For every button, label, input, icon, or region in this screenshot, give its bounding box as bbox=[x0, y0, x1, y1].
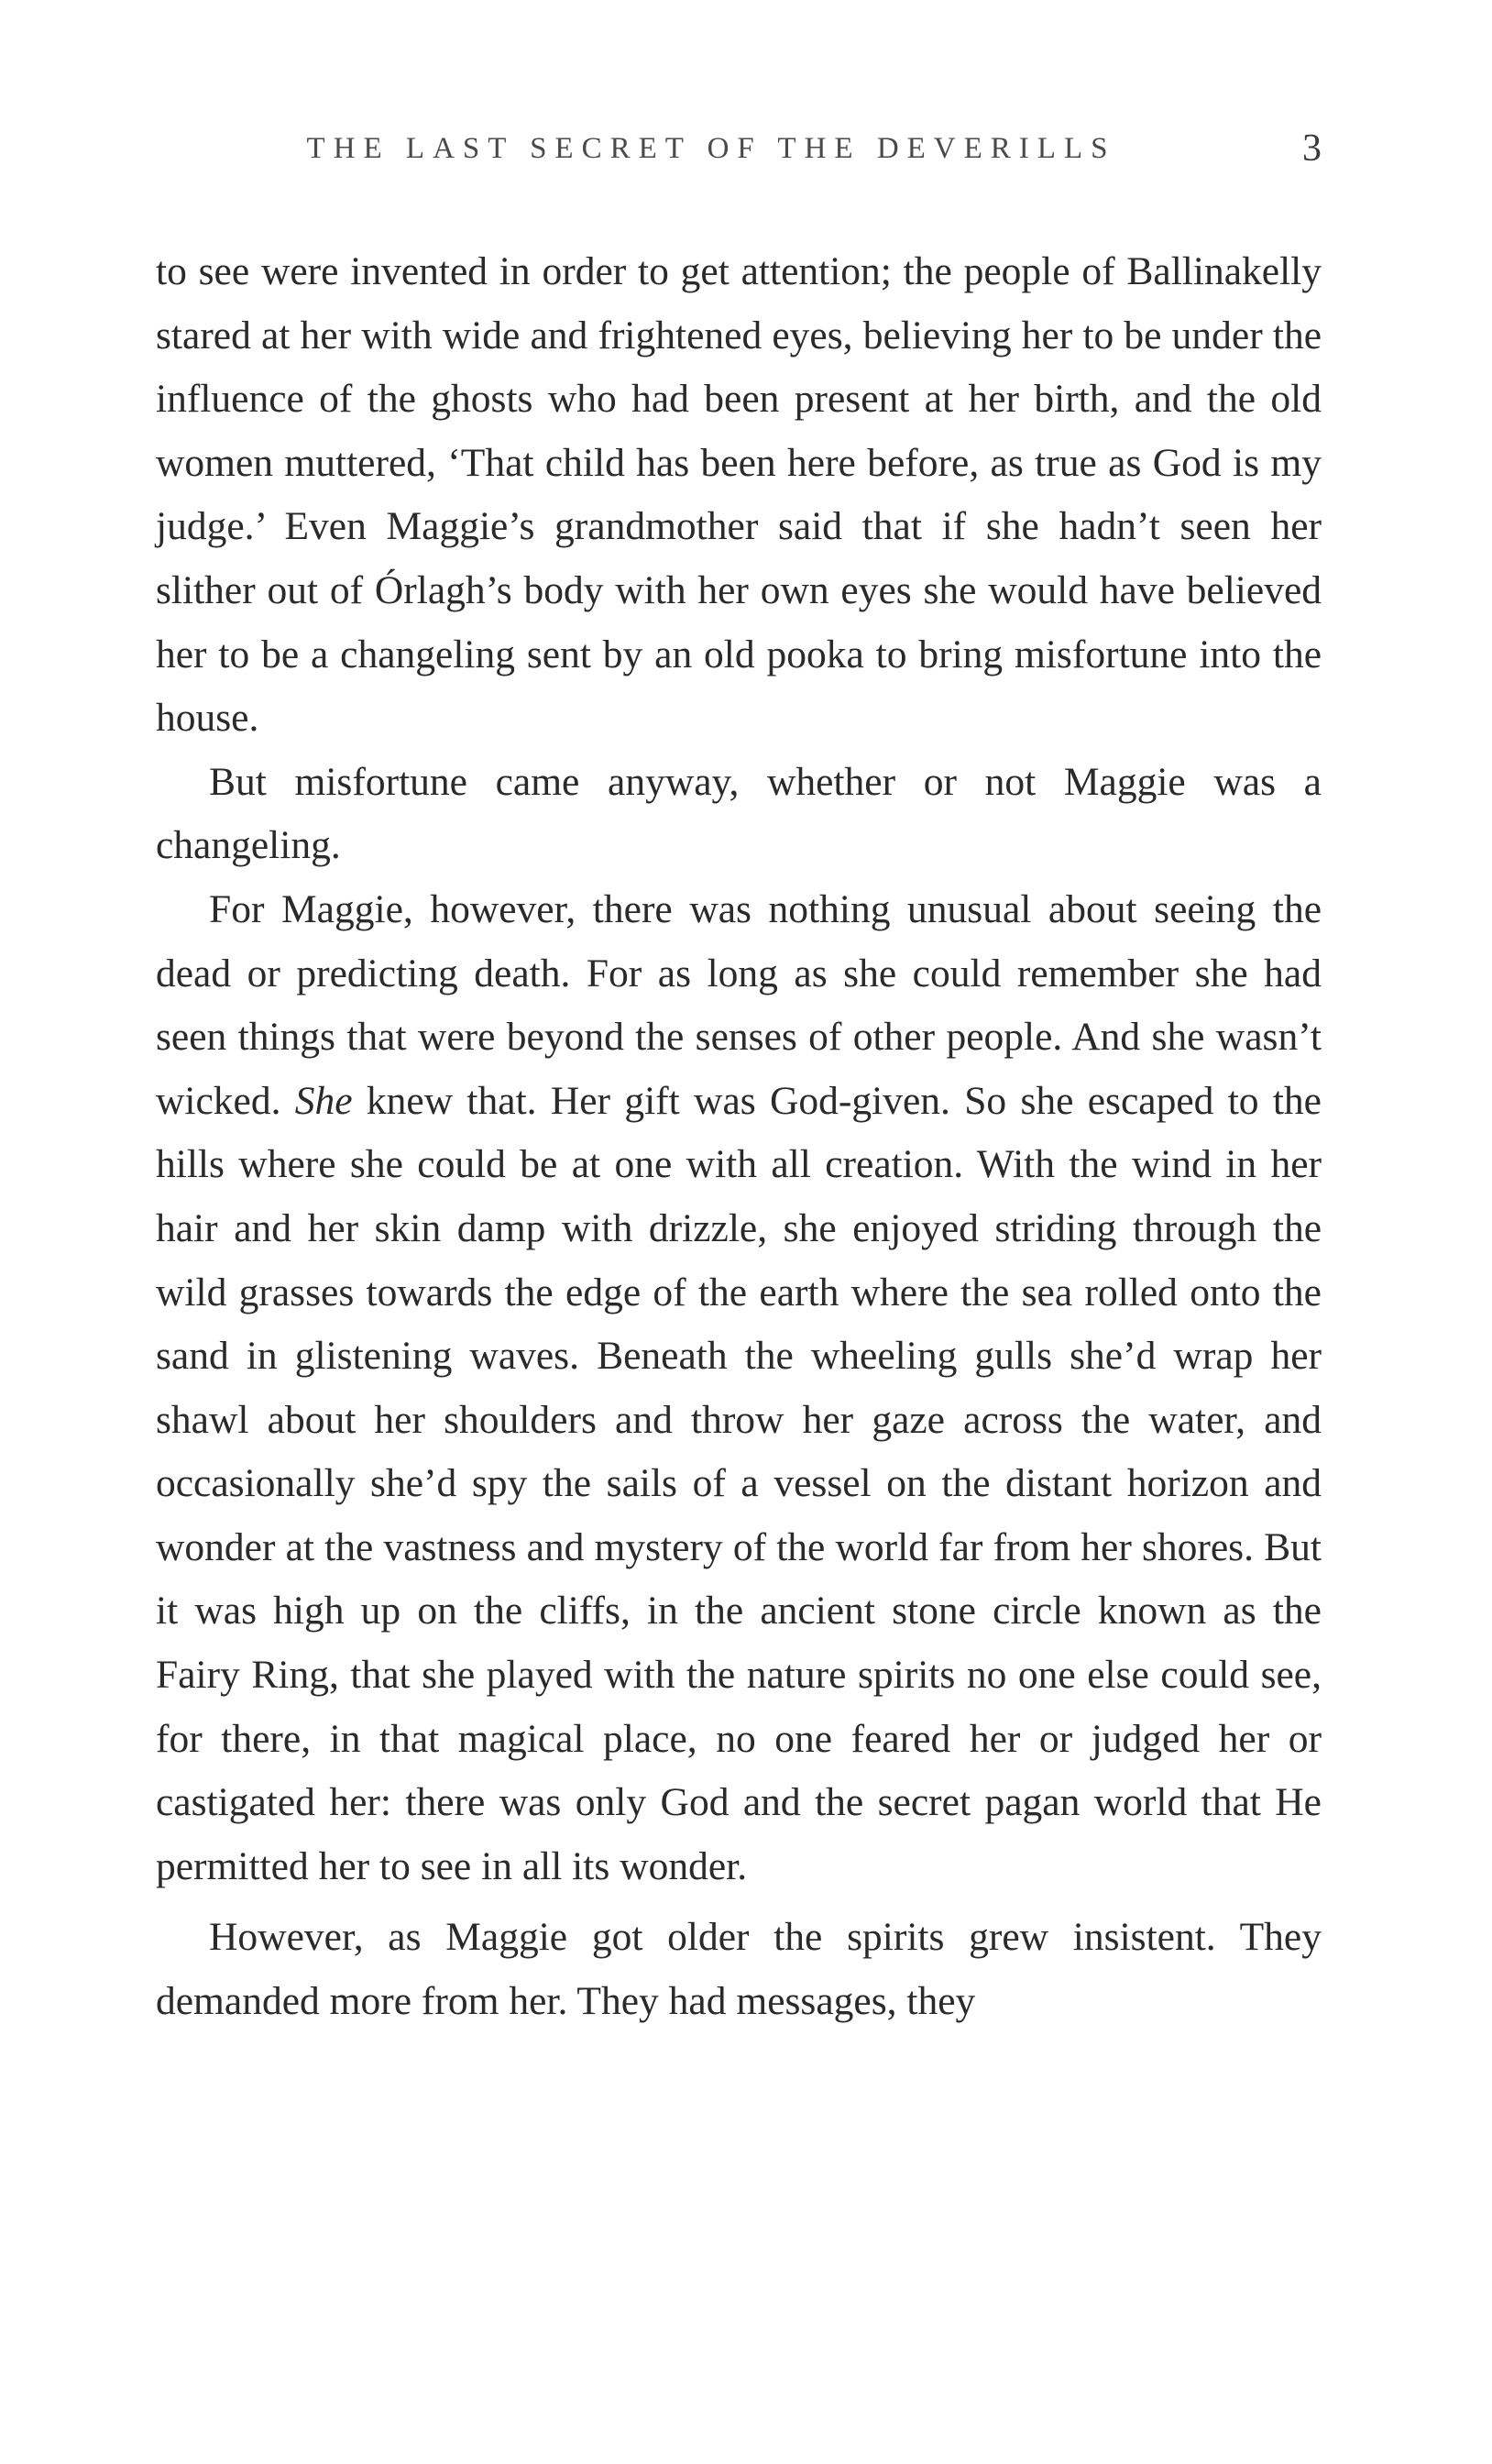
paragraph-text: to see were invented in order to get attention; the people of Ballinakelly stared at her with wide and frightened eyes, believing her to be under the influence of the ghosts who had been present at her birth, and the old women muttered, ‘That child has been here before, as true as God is my judge.’ Even Maggie’s grandmother said that if she hadn’t seen her slither out of Órlagh’s body with her own eyes she would have believed her to be a changeling sent by an old pooka to bring misfortune into the house. bbox=[156, 249, 1322, 741]
paragraph-text: However, as Maggie got older the spirits grew insistent. They demanded more from her. They had messages, they bbox=[156, 1915, 1322, 2024]
running-head bbox=[156, 121, 1322, 176]
paragraph bbox=[156, 1906, 1322, 2033]
paragraph bbox=[156, 751, 1322, 878]
running-title: THE LAST SECRET OF THE DEVERILLS bbox=[306, 132, 1116, 165]
paragraph-continuation bbox=[156, 240, 1322, 751]
page-number: 3 bbox=[1302, 127, 1322, 170]
paragraph-text: knew that. Her gift was God-given. So she escaped to the hills where she could be at one with all creation. With the wind in her hair and her skin damp with drizzle, she enjoyed striding through the wild grasses towards the edge of the earth where the sea rolled onto the sand in glistening waves. Beneath the wheeling gulls she’d wrap her shawl about her shoulders and throw her gaze across the water, and occasionally she’d spy the sails of a vessel on the distant horizon and wonder at the vastness and mystery of the world far from her shores. But it was high up on the cliffs, in the ancient stone circle known as the Fairy Ring, that she played with the nature spirits no one else could see, for there, in that magical place, no one feared her or judged her or castigated her: there was only God and the secret pagan world that He permitted her to see in all its wonder. bbox=[156, 1078, 1322, 1888]
emphasized-word: She bbox=[294, 1078, 353, 1123]
paragraph-text: But misfortune came anyway, whether or not Maggie was a changeling. bbox=[156, 759, 1322, 868]
paragraph bbox=[156, 878, 1322, 1899]
paragraph-text: For Maggie, however, there was nothing unusual about seeing the dead or predicting death. For as long as she could remember she had seen things that were beyond the senses of other people. And she wasn’t wicked. bbox=[156, 886, 1322, 1123]
body-text bbox=[156, 240, 1322, 2034]
